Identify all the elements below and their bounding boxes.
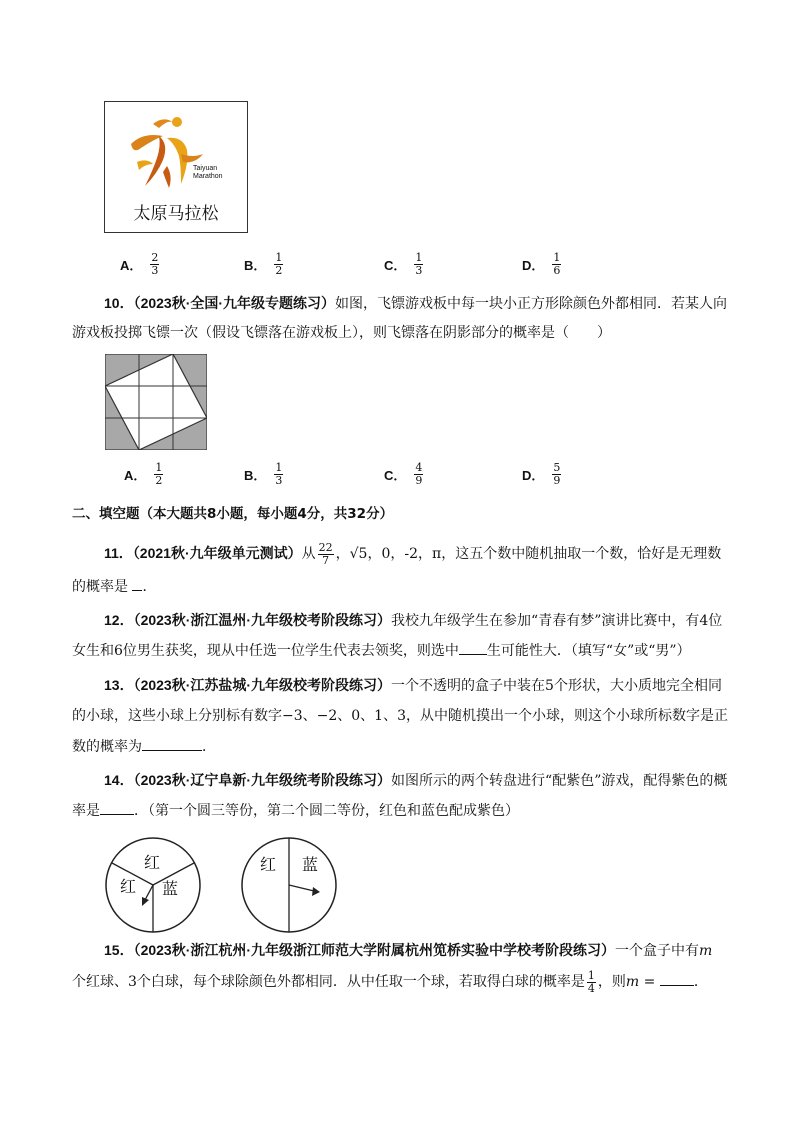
option-fraction [154,462,163,487]
question-text: 一个盒子中有 [615,943,700,959]
question-text: ． [202,739,216,755]
logo-english-text [193,165,223,181]
q14-line2 [72,802,519,820]
denominator: 2 [275,264,283,277]
q10-option-c[interactable] [384,462,425,487]
dartboard-figure [105,354,207,450]
question-number: 12． [104,612,134,628]
question-text: 从 [301,546,316,562]
denominator: 6 [553,264,561,277]
option-fraction [552,462,561,487]
q10-option-a[interactable] [124,462,165,487]
question-text: 率是 [72,803,100,819]
question-number: 13． [104,677,134,693]
sector-label-right: 蓝 [162,879,179,898]
question-number: 15． [104,942,134,958]
question-text: 数的概率为 [72,739,142,755]
option-fraction [414,462,423,487]
question-text: 游戏板投掷飞镖一次（假设飞镖落在游戏板上），则飞镖落在阴影部分的概率是（ ） [72,325,611,341]
q11-line1 [104,540,721,567]
question-number: 11． [104,545,133,561]
logo-en-line1: Taiyuan [193,165,218,172]
q11-fraction [318,542,334,567]
question-text: 女生和6位男生获奖，现从中任选一位学生代表去领奖，则选中 [72,643,459,659]
sector-label-right: 蓝 [302,855,319,874]
q9-option-d[interactable] [522,252,563,277]
denominator: 4 [587,981,595,995]
q10-line1 [104,294,727,313]
variable-m: m [625,974,640,990]
numerator: 1 [553,251,561,264]
q15-line1 [104,941,712,960]
numerator: 1 [275,461,283,474]
option-fraction [274,252,283,277]
option-label: A． [120,258,143,273]
denominator: 9 [415,474,423,487]
question-source: （2023秋·浙江温州·九年级校考阶段练习） [133,612,392,628]
q10-option-b[interactable] [244,462,285,487]
q12-line2 [72,642,691,660]
numerator: 4 [415,461,423,474]
option-fraction [552,252,561,277]
section-title: 二、填空题（本大题共8小题，每小题4分，共32分） [72,506,394,522]
answer-blank[interactable] [142,738,202,751]
question-text: ． [693,974,708,990]
logo-en-line2: Marathon [193,173,223,180]
answer-blank[interactable] [660,973,694,986]
numerator: 1 [415,251,423,264]
q15-fraction [587,970,596,995]
question-text: ，√5，0，-2，π，这五个数中随机抽取一个数，恰好是无理数 [335,546,722,562]
q9-option-c[interactable] [384,252,425,277]
question-text: 的概率是 [72,579,128,595]
marathon-logo [104,101,248,233]
numerator: 2 [151,251,159,264]
question-source: （2023秋·浙江杭州·九年级浙江师范大学附属杭州笕桥实验中学校考阶段练习） [133,942,616,958]
question-text: 如图所示的两个转盘进行“配紫色”游戏，配得紫色的概 [391,773,728,789]
logo-caption: 太原马拉松 [133,204,219,224]
denominator: 3 [275,474,283,487]
option-label: C． [384,468,407,483]
option-label: D． [522,468,545,483]
q13-line3 [72,738,216,756]
question-text: ． [142,579,157,595]
question-source: （2023秋·全国·九年级专题练习） [133,295,336,311]
answer-blank[interactable] [100,802,134,815]
numerator: 22 [318,540,333,554]
q10-line2 [72,324,611,342]
sector-label-left: 红 [260,855,277,874]
sector-label-left: 红 [120,877,137,896]
q13-line1 [104,676,722,695]
q14-line1 [104,771,727,790]
question-text: ，则 [597,974,626,990]
question-source: （2021秋·九年级单元测试） [132,545,302,561]
option-label: B． [244,468,267,483]
question-text: 我校九年级学生在参加“青春有梦”演讲比赛中，有4位 [391,613,723,629]
option-fraction [150,252,159,277]
sector-label-top: 红 [144,853,161,872]
answer-blank[interactable] [132,578,142,591]
option-label: D． [522,258,545,273]
question-number: 14． [104,772,134,788]
option-label: B． [244,258,267,273]
numerator: 1 [155,461,163,474]
option-fraction [414,252,423,277]
question-text: ．（第一个圆三等份，第二个圆二等份，红色和蓝色配成紫色） [134,803,519,819]
question-source: （2023秋·江苏盐城·九年级校考阶段练习） [133,677,392,693]
spinner2-drawing [240,836,338,934]
question-text: 生可能性大．（填写“女”或“男”） [486,643,691,659]
denominator: 3 [151,264,159,277]
numerator: 1 [587,968,595,982]
question-number: 10． [104,295,134,311]
option-label: A． [124,468,147,483]
question-source: （2023秋·辽宁阜新·九年级统考阶段练习） [133,772,392,788]
numerator: 5 [553,461,561,474]
denominator: 7 [322,553,330,567]
question-text: 个红球、3个白球，每个球除颜色外都相同．从中任取一个球，若取得白球的概率是 [72,974,585,990]
q13-line2 [72,707,728,725]
q11-line2 [72,578,156,596]
question-text: 的小球，这些小球上分别标有数字−3、−2、0、1、3，从中随机摸出一个小球，则这个小球所标数字是正 [72,708,728,724]
denominator: 2 [155,474,163,487]
option-label: C． [384,258,407,273]
q12-line1 [104,611,722,630]
denominator: 9 [553,474,561,487]
q10-option-d[interactable] [522,462,563,487]
answer-blank[interactable] [459,642,487,655]
spinner-two-sectors [240,836,338,934]
question-text: 一个不透明的盒子中装在5个形状，大小质地完全相同 [391,678,722,694]
numerator: 1 [275,251,283,264]
denominator: 3 [415,264,423,277]
variable-m: m [699,943,713,959]
question-text: 如图，飞镖游戏板中每一块小正方形除颜色外都相同．若某人向 [335,296,728,312]
q15-line2 [72,968,708,996]
question-text: = [639,974,660,990]
spinner-three-sectors [104,836,202,934]
q9-option-b[interactable] [244,252,285,277]
option-fraction [274,462,283,487]
q9-option-a[interactable] [120,252,161,277]
